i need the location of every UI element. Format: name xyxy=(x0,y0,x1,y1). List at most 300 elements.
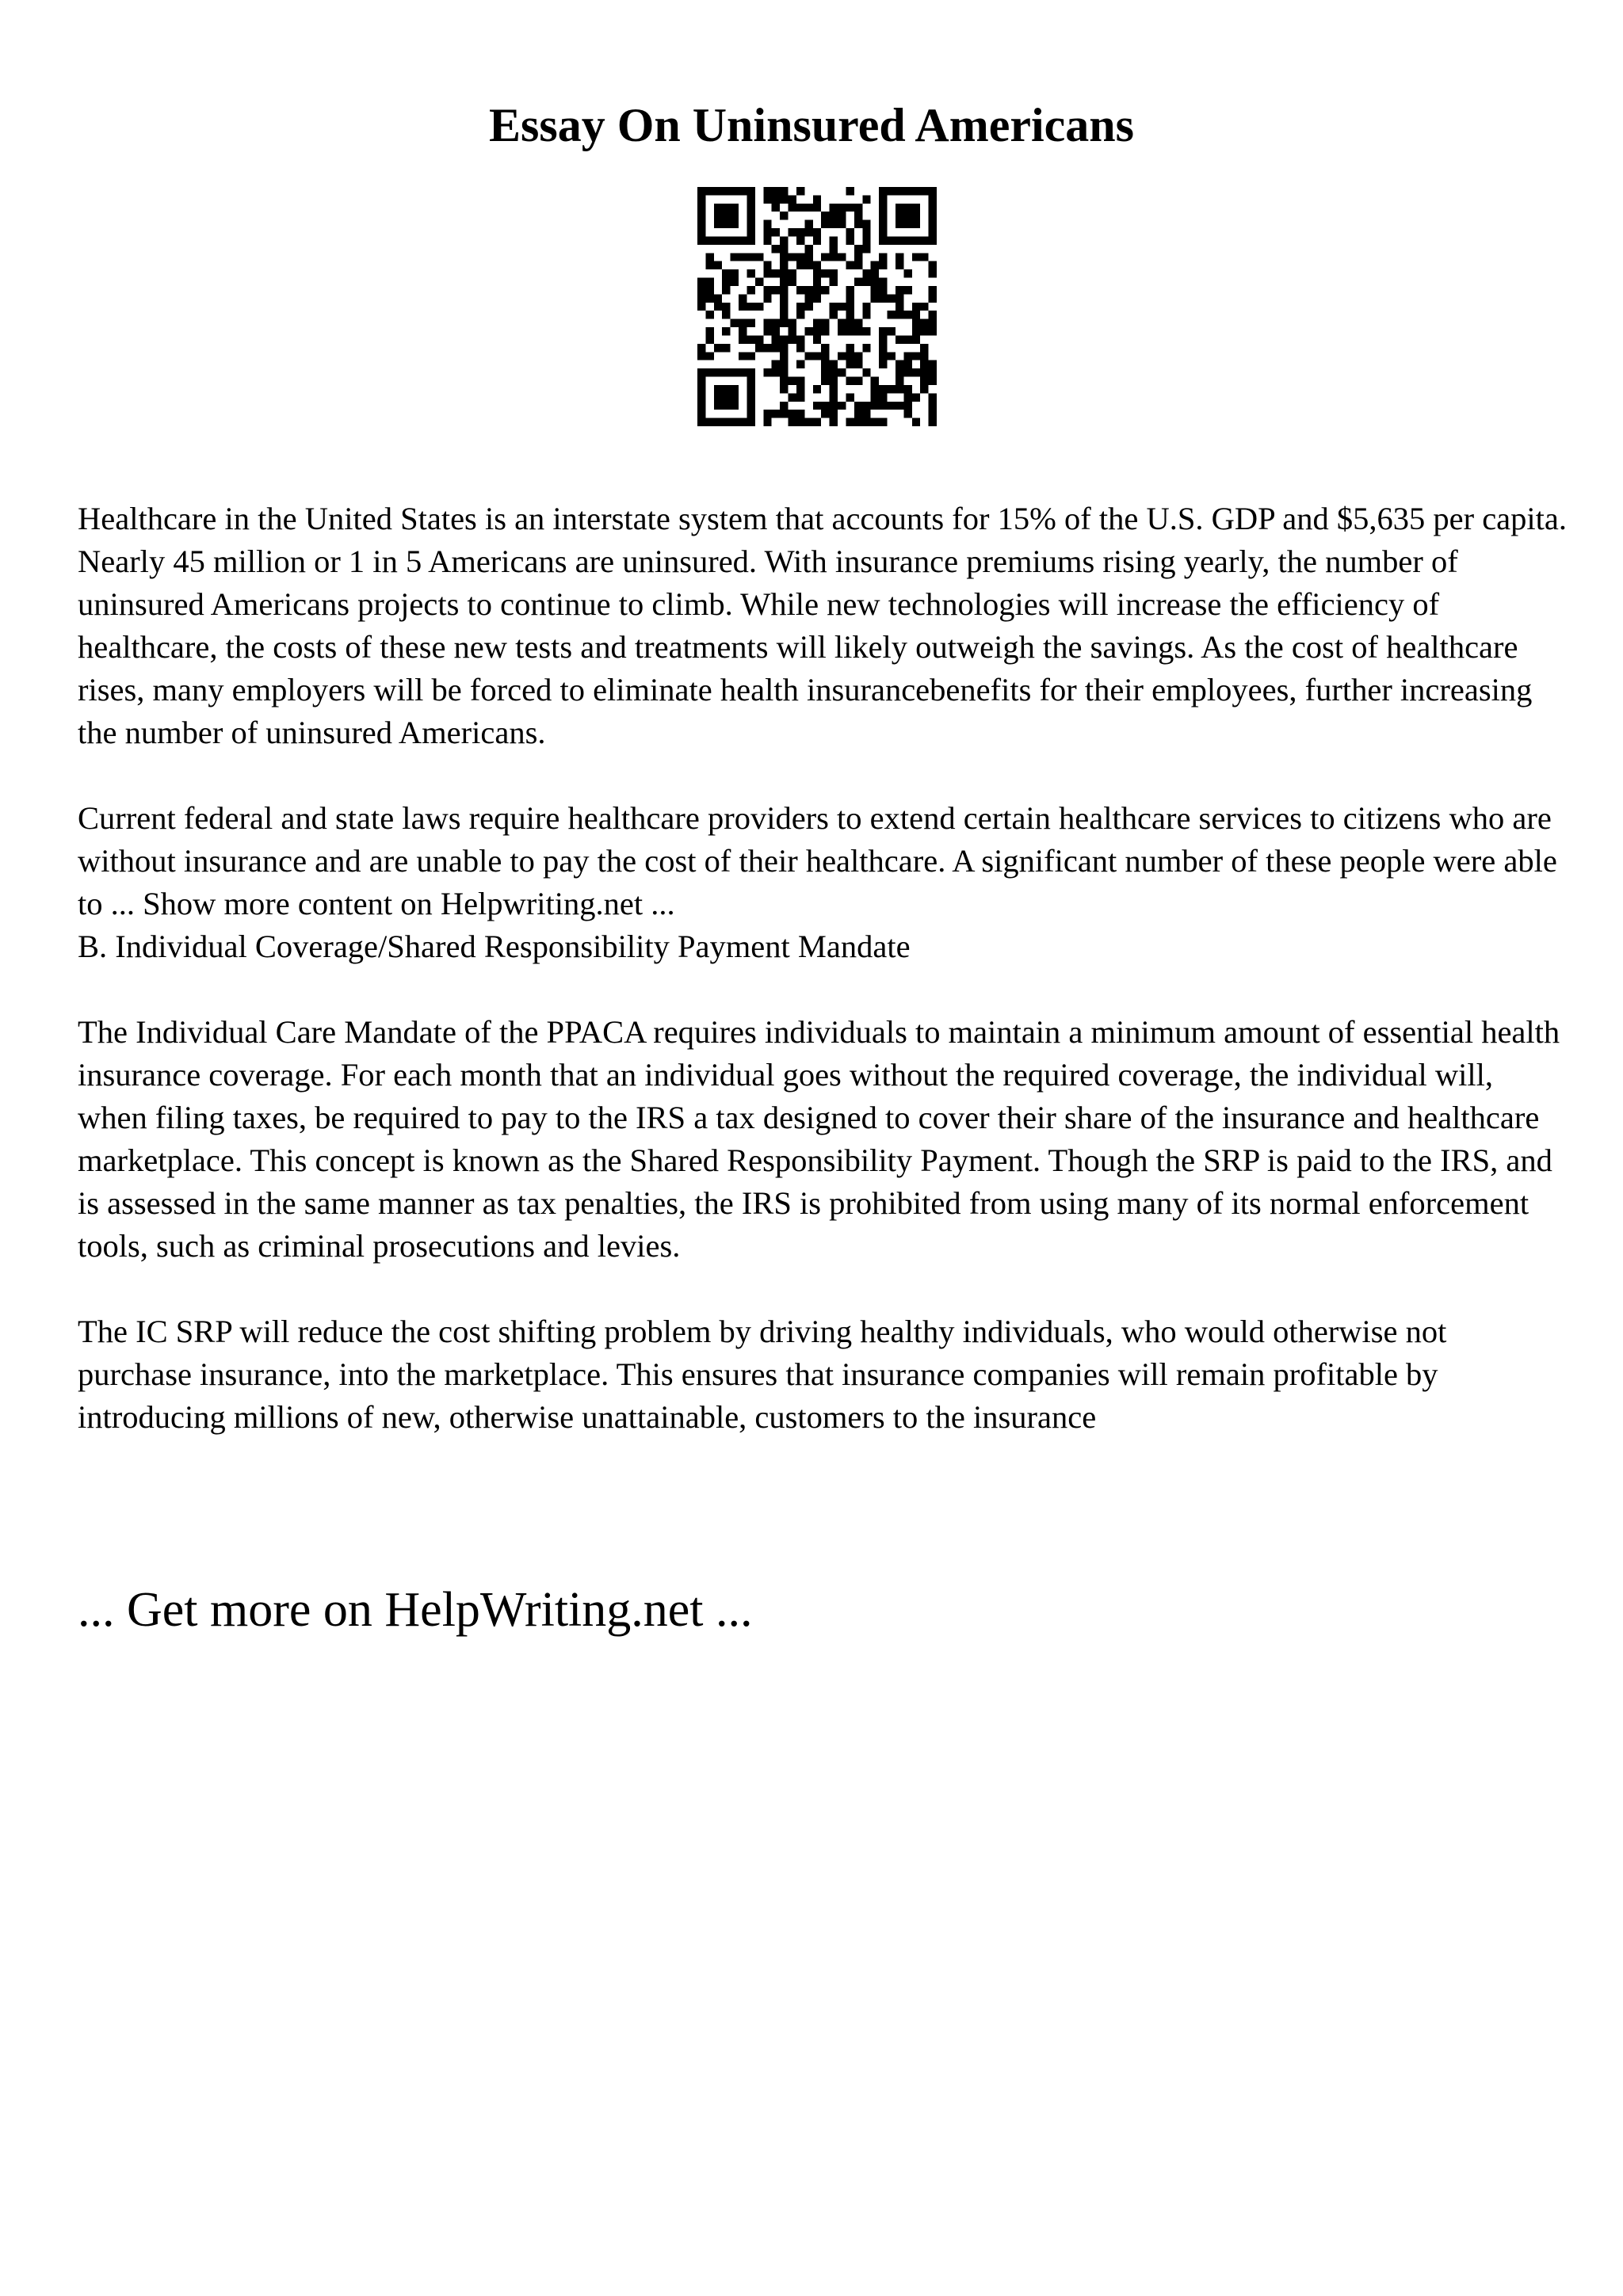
qr-module xyxy=(722,311,730,318)
qr-module xyxy=(780,286,788,294)
qr-module xyxy=(804,327,812,335)
qr-module xyxy=(804,220,812,228)
qr-module xyxy=(862,303,870,311)
qr-module xyxy=(854,352,862,360)
qr-module xyxy=(747,418,754,426)
qr-module xyxy=(854,377,862,385)
qr-module xyxy=(747,393,754,401)
qr-module xyxy=(804,286,812,294)
qr-module xyxy=(747,286,754,294)
qr-module xyxy=(739,352,747,360)
qr-module xyxy=(879,335,887,343)
qr-module xyxy=(871,393,879,401)
qr-module xyxy=(697,220,705,228)
qr-module xyxy=(879,402,887,410)
qr-module xyxy=(830,360,838,368)
qr-module xyxy=(763,187,771,195)
qr-code-icon[interactable] xyxy=(697,187,937,426)
qr-module xyxy=(862,269,870,277)
qr-module xyxy=(789,278,796,286)
qr-module xyxy=(813,385,821,393)
qr-module xyxy=(862,311,870,318)
qr-module xyxy=(862,410,870,418)
qr-module xyxy=(813,228,821,236)
qr-module xyxy=(854,360,862,368)
qr-module xyxy=(854,212,862,219)
qr-module xyxy=(838,220,846,228)
qr-module xyxy=(780,245,788,253)
qr-module xyxy=(830,204,838,212)
qr-module xyxy=(780,278,788,286)
qr-module xyxy=(912,303,920,311)
qr-module xyxy=(772,368,780,376)
qr-module xyxy=(763,269,771,277)
qr-module xyxy=(903,402,911,410)
qr-module xyxy=(896,385,903,393)
qr-module xyxy=(929,311,937,318)
qr-module xyxy=(903,385,911,393)
qr-module xyxy=(722,368,730,376)
qr-module xyxy=(879,352,887,360)
qr-module xyxy=(838,212,846,219)
qr-module xyxy=(763,236,771,244)
qr-module xyxy=(780,319,788,327)
qr-module xyxy=(763,344,771,352)
qr-module xyxy=(813,278,821,286)
qr-module xyxy=(821,220,829,228)
qr-module xyxy=(697,286,705,294)
qr-module xyxy=(780,368,788,376)
qr-module xyxy=(731,220,739,228)
qr-module xyxy=(747,212,754,219)
qr-module xyxy=(739,236,747,244)
qr-module xyxy=(714,402,722,410)
qr-module xyxy=(846,261,854,269)
qr-module xyxy=(929,393,937,401)
qr-module xyxy=(731,212,739,219)
qr-module xyxy=(929,220,937,228)
qr-module xyxy=(722,278,730,286)
qr-module xyxy=(796,303,804,311)
qr-module xyxy=(830,385,838,393)
qr-module xyxy=(862,402,870,410)
qr-module xyxy=(920,236,928,244)
qr-module xyxy=(838,253,846,261)
qr-module xyxy=(903,236,911,244)
qr-module xyxy=(780,236,788,244)
qr-module xyxy=(772,286,780,294)
qr-module xyxy=(731,204,739,212)
qr-module xyxy=(755,278,763,286)
qr-module xyxy=(714,236,722,244)
qr-module xyxy=(879,294,887,302)
qr-module xyxy=(871,294,879,302)
qr-module xyxy=(888,236,896,244)
qr-module xyxy=(830,303,838,311)
qr-module xyxy=(789,327,796,335)
qr-module xyxy=(813,204,821,212)
qr-module xyxy=(929,261,937,269)
qr-module xyxy=(903,187,911,195)
qr-module xyxy=(813,319,821,327)
qr-module xyxy=(854,245,862,253)
qr-module xyxy=(763,294,771,302)
qr-module xyxy=(705,418,713,426)
qr-module xyxy=(896,402,903,410)
qr-module xyxy=(879,261,887,269)
qr-module xyxy=(789,393,796,401)
qr-module xyxy=(747,187,754,195)
qr-module xyxy=(821,269,829,277)
qr-module xyxy=(747,253,754,261)
qr-module xyxy=(780,261,788,269)
qr-module xyxy=(821,410,829,418)
qr-module xyxy=(804,418,812,426)
qr-module xyxy=(697,212,705,219)
qr-module xyxy=(780,360,788,368)
paragraph-cost-shifting: The IC SRP will reduce the cost shifting problem by driving healthy individuals, who would otherwise not purchase insurance, into the marketplace. This ensures that insurance companies will remain profitable by introducing millions of new, otherwise unattainable, customers to the insurance xyxy=(78,1314,1447,1435)
qr-module xyxy=(903,393,911,401)
qr-module xyxy=(813,294,821,302)
qr-module xyxy=(879,360,887,368)
qr-module xyxy=(862,344,870,352)
qr-module xyxy=(862,327,870,335)
qr-module xyxy=(846,352,854,360)
qr-module xyxy=(854,327,862,335)
qr-module xyxy=(929,228,937,236)
qr-module xyxy=(780,253,788,261)
qr-module xyxy=(821,368,829,376)
qr-module xyxy=(796,377,804,385)
qr-module xyxy=(813,418,821,426)
qr-module xyxy=(747,269,754,277)
qr-module xyxy=(789,269,796,277)
qr-module xyxy=(830,377,838,385)
qr-module xyxy=(697,418,705,426)
qr-module xyxy=(838,303,846,311)
qr-module xyxy=(697,187,705,195)
qr-module xyxy=(871,385,879,393)
qr-module xyxy=(912,236,920,244)
qr-module xyxy=(896,311,903,318)
qr-module xyxy=(929,294,937,302)
qr-module xyxy=(920,187,928,195)
qr-module xyxy=(813,236,821,244)
qr-module xyxy=(697,377,705,385)
qr-module xyxy=(821,352,829,360)
qr-module xyxy=(714,212,722,219)
qr-module xyxy=(722,327,730,335)
qr-module xyxy=(722,212,730,219)
qr-module xyxy=(747,319,754,327)
qr-module xyxy=(912,253,920,261)
qr-module xyxy=(772,269,780,277)
qr-module xyxy=(862,236,870,244)
qr-module xyxy=(697,410,705,418)
qr-module xyxy=(763,220,771,228)
qr-module xyxy=(879,344,887,352)
qr-module xyxy=(871,278,879,286)
qr-module xyxy=(731,319,739,327)
qr-module xyxy=(731,236,739,244)
qr-module xyxy=(929,212,937,219)
qr-module xyxy=(830,410,838,418)
qr-module xyxy=(879,220,887,228)
qr-module xyxy=(830,220,838,228)
qr-module xyxy=(722,187,730,195)
qr-module xyxy=(929,327,937,335)
qr-module xyxy=(780,410,788,418)
qr-module xyxy=(879,286,887,294)
qr-module xyxy=(796,418,804,426)
qr-module xyxy=(697,402,705,410)
qr-module xyxy=(846,360,854,368)
qr-module xyxy=(789,377,796,385)
qr-module xyxy=(879,327,887,335)
qr-module xyxy=(796,393,804,401)
qr-module xyxy=(896,303,903,311)
qr-module xyxy=(896,204,903,212)
qr-module xyxy=(789,204,796,212)
qr-module xyxy=(813,269,821,277)
qr-module xyxy=(879,195,887,203)
qr-module xyxy=(879,278,887,286)
qr-module xyxy=(739,294,747,302)
qr-module xyxy=(879,187,887,195)
paragraph-laws: Current federal and state laws require healthcare providers to extend certain healthcare services to citizens who are without insurance and are unable to pay the cost of their healthcare. A significant number of these people were able to ... Show more content on Helpwriting.net ... xyxy=(78,800,1557,921)
qr-module xyxy=(846,303,854,311)
qr-module xyxy=(697,195,705,203)
qr-module xyxy=(920,319,928,327)
qr-module xyxy=(862,418,870,426)
qr-module xyxy=(846,294,854,302)
qr-module xyxy=(697,204,705,212)
qr-module xyxy=(912,368,920,376)
qr-module xyxy=(747,377,754,385)
qr-module xyxy=(763,410,771,418)
qr-module xyxy=(789,418,796,426)
qr-module xyxy=(838,327,846,335)
qr-module xyxy=(755,344,763,352)
qr-module xyxy=(705,368,713,376)
qr-module xyxy=(896,187,903,195)
qr-module xyxy=(912,335,920,343)
qr-module xyxy=(796,335,804,343)
qr-module xyxy=(920,303,928,311)
qr-module xyxy=(780,303,788,311)
qr-module xyxy=(821,253,829,261)
qr-module xyxy=(879,385,887,393)
qr-module xyxy=(747,368,754,376)
qr-module xyxy=(780,311,788,318)
qr-module xyxy=(903,311,911,318)
qr-module xyxy=(763,261,771,269)
qr-module xyxy=(804,352,812,360)
qr-module xyxy=(903,204,911,212)
qr-module xyxy=(697,368,705,376)
qr-module xyxy=(846,327,854,335)
qr-module xyxy=(731,368,739,376)
qr-module xyxy=(739,335,747,343)
qr-module xyxy=(896,335,903,343)
qr-module xyxy=(705,352,713,360)
qr-module xyxy=(731,187,739,195)
qr-module xyxy=(871,286,879,294)
qr-module xyxy=(705,278,713,286)
qr-module xyxy=(714,294,722,302)
qr-module xyxy=(714,204,722,212)
qr-module xyxy=(896,286,903,294)
qr-module xyxy=(747,352,754,360)
qr-module xyxy=(896,212,903,219)
qr-module xyxy=(796,187,804,195)
qr-module xyxy=(789,319,796,327)
qr-module xyxy=(854,253,862,261)
qr-module xyxy=(714,393,722,401)
paragraph-mandate: The Individual Care Mandate of the PPACA requires individuals to maintain a minimum amount of essential health insurance coverage. For each month that an individual goes without the required coverage, the individual will, when filing taxes, be required to pay to the IRS a tax designed to cover their share of the insurance and healthcare marketplace. This concept is known as the Shared Responsibility Payment. Though the SRP is paid to the IRS, and is assessed in the same manner as tax penalties, the IRS is prohibited from using many of its normal enforcement tools, such as criminal prosecutions and levies. xyxy=(78,1014,1560,1264)
qr-module xyxy=(929,236,937,244)
qr-module xyxy=(722,418,730,426)
qr-module xyxy=(722,236,730,244)
qr-module xyxy=(772,195,780,203)
qr-module xyxy=(705,286,713,294)
qr-module xyxy=(854,204,862,212)
qr-module xyxy=(912,319,920,327)
qr-module xyxy=(846,393,854,401)
qr-module xyxy=(705,335,713,343)
qr-module xyxy=(912,220,920,228)
qr-module xyxy=(697,352,705,360)
essay-body xyxy=(78,498,1568,1482)
qr-module xyxy=(920,327,928,335)
qr-module xyxy=(697,385,705,393)
qr-module xyxy=(920,352,928,360)
qr-module xyxy=(747,228,754,236)
qr-module xyxy=(804,253,812,261)
qr-module xyxy=(854,319,862,327)
qr-module xyxy=(739,368,747,376)
qr-module xyxy=(854,402,862,410)
qr-module xyxy=(929,187,937,195)
qr-module xyxy=(796,261,804,269)
qr-module xyxy=(903,335,911,343)
qr-module xyxy=(755,335,763,343)
qr-module xyxy=(896,220,903,228)
qr-module xyxy=(862,278,870,286)
qr-module xyxy=(896,294,903,302)
qr-module xyxy=(830,245,838,253)
qr-module xyxy=(780,352,788,360)
qr-module xyxy=(920,377,928,385)
qr-module xyxy=(772,228,780,236)
qr-module xyxy=(846,228,854,236)
qr-module xyxy=(920,344,928,352)
qr-module xyxy=(879,418,887,426)
qr-module xyxy=(896,360,903,368)
qr-module xyxy=(796,253,804,261)
qr-module xyxy=(714,385,722,393)
qr-module xyxy=(929,377,937,385)
qr-module xyxy=(854,418,862,426)
qr-module xyxy=(888,402,896,410)
qr-module xyxy=(888,385,896,393)
qr-module xyxy=(912,393,920,401)
qr-module xyxy=(789,410,796,418)
qr-module xyxy=(929,410,937,418)
qr-module xyxy=(780,377,788,385)
qr-module xyxy=(796,344,804,352)
qr-module xyxy=(871,402,879,410)
qr-module xyxy=(846,344,854,352)
qr-module xyxy=(813,402,821,410)
qr-module xyxy=(838,319,846,327)
qr-module xyxy=(846,286,854,294)
qr-module xyxy=(813,335,821,343)
qr-module xyxy=(789,195,796,203)
qr-module xyxy=(796,360,804,368)
qr-module xyxy=(780,187,788,195)
qr-module xyxy=(697,303,705,311)
qr-module xyxy=(871,377,879,385)
qr-module xyxy=(838,368,846,376)
qr-module xyxy=(697,393,705,401)
qr-module xyxy=(739,253,747,261)
qr-module xyxy=(929,319,937,327)
qr-module xyxy=(739,319,747,327)
qr-module xyxy=(763,195,771,203)
qr-module xyxy=(789,335,796,343)
qr-module xyxy=(796,410,804,418)
get-more-link[interactable]: ... Get more on HelpWriting.net ... xyxy=(78,1583,753,1637)
qr-module xyxy=(871,418,879,426)
qr-module xyxy=(879,393,887,401)
qr-module xyxy=(896,236,903,244)
qr-module xyxy=(903,212,911,219)
qr-module xyxy=(830,393,838,401)
qr-module xyxy=(705,253,713,261)
qr-module xyxy=(789,253,796,261)
qr-module xyxy=(772,360,780,368)
qr-module xyxy=(830,253,838,261)
qr-module xyxy=(821,286,829,294)
qr-module xyxy=(862,245,870,253)
qr-module xyxy=(722,286,730,294)
qr-module xyxy=(780,195,788,203)
essay-title: Essay On Uninsured Americans xyxy=(488,99,1135,151)
qr-module xyxy=(804,261,812,269)
qr-module xyxy=(739,327,747,335)
qr-module xyxy=(697,278,705,286)
qr-module xyxy=(747,236,754,244)
qr-module xyxy=(903,269,911,277)
qr-module xyxy=(920,360,928,368)
qr-module xyxy=(896,377,903,385)
qr-module xyxy=(747,402,754,410)
qr-module xyxy=(888,327,896,335)
qr-module xyxy=(929,195,937,203)
qr-module xyxy=(813,327,821,335)
qr-module xyxy=(722,385,730,393)
qr-module xyxy=(796,204,804,212)
qr-module xyxy=(879,212,887,219)
qr-module xyxy=(722,393,730,401)
qr-module xyxy=(838,402,846,410)
qr-module xyxy=(772,344,780,352)
qr-module xyxy=(854,220,862,228)
qr-module xyxy=(896,253,903,261)
qr-module xyxy=(813,261,821,269)
qr-module xyxy=(846,418,854,426)
